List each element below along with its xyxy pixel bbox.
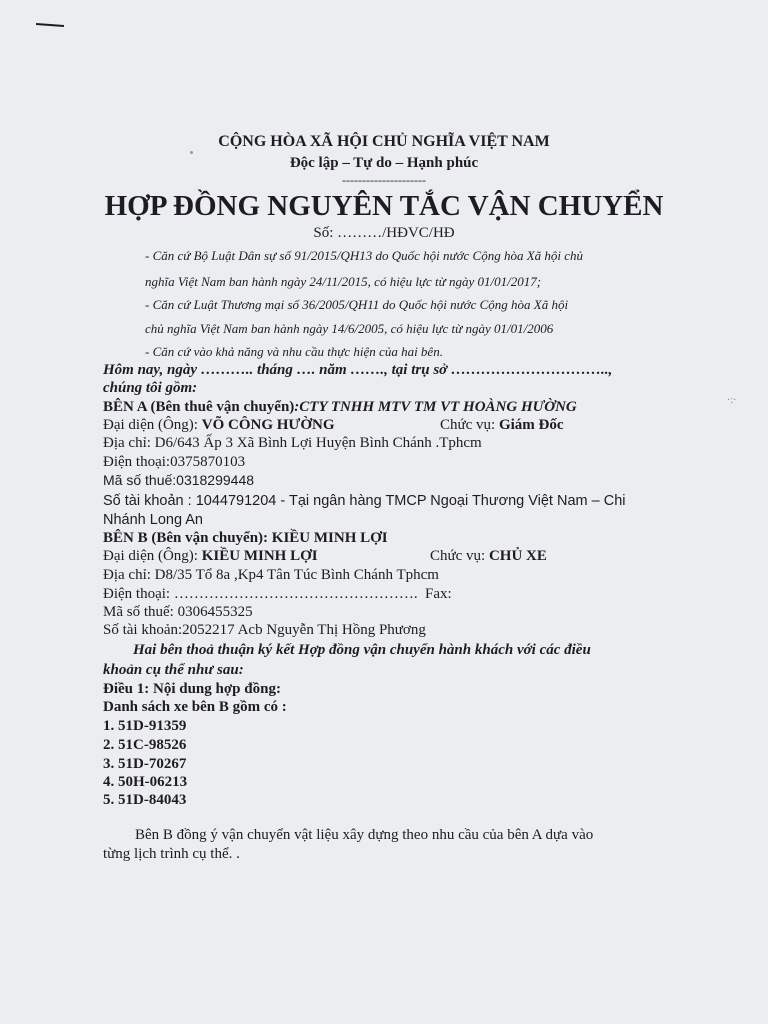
party-b-tax-code: Mã số thuế: 0306455325 (103, 604, 253, 620)
vehicle-item: 5. 51D-84043 (103, 792, 187, 808)
closing-line: Bên B đồng ý vận chuyển vật liệu xây dựng theo nhu cầu của bên A dựa vào (135, 827, 594, 843)
scan-speck: ·:· (727, 395, 737, 406)
party-a-heading: BÊN A (Bên thuê vận chuyển):CTY TNHH MTV TM VT HOÀNG HƯỜNG (103, 399, 577, 415)
header-separator: --------------------- (342, 173, 426, 187)
party-b-address: Địa chỉ: D8/35 Tổ 8a ,Kp4 Tân Túc Bình Chánh Tphcm (103, 567, 439, 583)
party-b-fax: Fax: (425, 586, 452, 602)
party-a-phone: Điện thoại:0375870103 (103, 454, 246, 470)
party-a-bank-branch: Nhánh Long An (103, 512, 203, 528)
country-name: CỘNG HÒA XÃ HỘI CHỦ NGHĨA VIỆT NAM (218, 133, 550, 150)
scan-dot (190, 151, 193, 154)
party-a-representative: Đại diện (Ông): VÕ CÔNG HƯỜNG (103, 417, 335, 433)
agreement-line: khoản cụ thể như sau: (103, 662, 244, 678)
party-a-company: :CTY TNHH MTV TM VT HOÀNG HƯỜNG (294, 399, 577, 415)
party-b-heading: BÊN B (Bên vận chuyển): KIỀU MINH LỢI (103, 530, 388, 546)
vehicle-item: 1. 51D-91359 (103, 718, 187, 734)
party-b-bank: Số tài khoản:2052217 Acb Nguyễn Thị Hồng Phương (103, 622, 426, 638)
party-b-phone: Điện thoại: …………………………………………. (103, 586, 418, 602)
intro-date-line: Hôm nay, ngày ……….. tháng …. năm ……., tại trụ sở ………………………….., (103, 362, 613, 378)
basis-line: chủ nghĩa Việt Nam ban hành ngày 14/6/2005, có hiệu lực từ ngày 01/01/2006 (145, 321, 554, 336)
vehicle-item: 2. 51C-98526 (103, 737, 187, 753)
basis-line: - Căn cứ Luật Thương mại số 36/2005/QH11 do Quốc hội nước Cộng hòa Xã hội (145, 297, 569, 312)
party-a-address: Địa chỉ: D6/643 Ấp 3 Xã Bình Lợi Huyện Bình Chánh .Tphcm (103, 435, 482, 451)
contract-number: Số: ………/HĐVC/HĐ (313, 225, 455, 241)
party-a-tax-code: Mã số thuế:0318299448 (103, 472, 255, 488)
party-a-position: Chức vụ: Giám Đốc (440, 417, 564, 433)
article-1-heading: Điều 1: Nội dung hợp đồng: (103, 681, 281, 697)
party-b-representative: Đại diện (Ông): KIỀU MINH LỢI (103, 548, 318, 564)
party-b-position: Chức vụ: CHỦ XE (430, 548, 547, 564)
intro-parties-line: chúng tôi gồm: (103, 380, 198, 396)
motto: Độc lập – Tự do – Hạnh phúc (289, 155, 479, 171)
closing-line: từng lịch trình cụ thể. . (103, 846, 240, 862)
basis-line: - Căn cứ Bộ Luật Dân sự số 91/2015/QH13 do Quốc hội nước Cộng hòa Xã hội chủ (145, 248, 584, 263)
document-title: HỢP ĐỒNG NGUYÊN TẮC VẬN CHUYỂN (104, 190, 664, 222)
basis-line: nghĩa Việt Nam ban hành ngày 24/11/2015, có hiệu lực từ ngày 01/01/2017; (145, 274, 542, 289)
party-a-bank: Số tài khoản : 1044791204 - Tại ngân hàng TMCP Ngoại Thương Việt Nam – Chi (103, 493, 626, 509)
vehicle-item: 4. 50H-06213 (103, 774, 188, 790)
basis-line: - Căn cứ vào khả năng và nhu cầu thực hiện của hai bên. (145, 344, 443, 359)
vehicle-item: 3. 51D-70267 (103, 756, 187, 772)
vehicle-list-title: Danh sách xe bên B gồm có : (103, 699, 287, 715)
agreement-line: Hai bên thoả thuận ký kết Hợp đồng vận chuyển hành khách với các điều (133, 642, 591, 658)
pen-mark (36, 23, 64, 27)
